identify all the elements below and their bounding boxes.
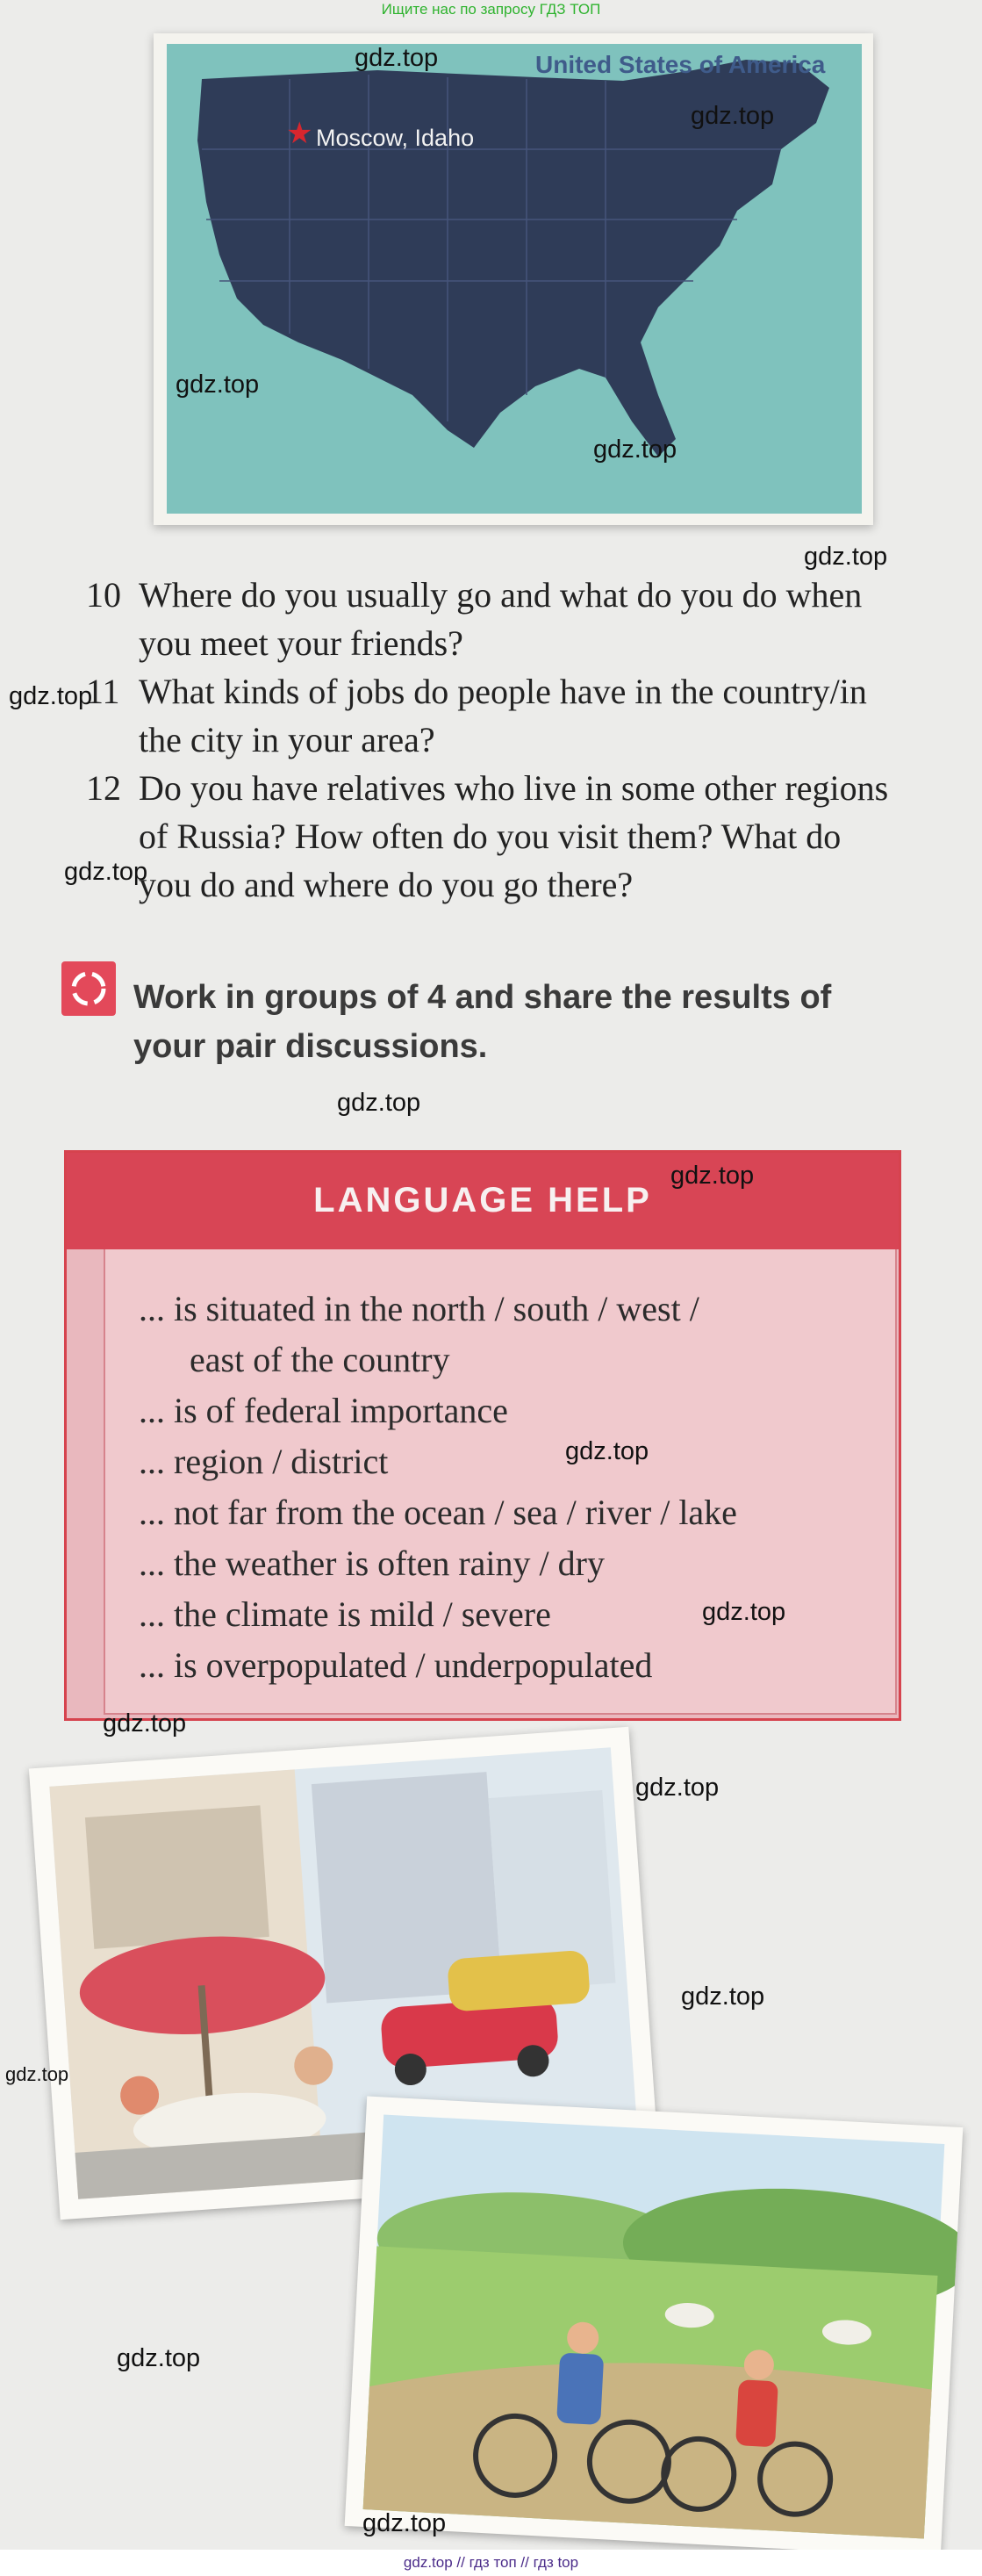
star-icon: ★ xyxy=(286,118,313,150)
question-text: Do you have relatives who live in some other regions of Russia? How often do you visit them? What do you do and where do you go there? xyxy=(139,768,889,904)
watermark: gdz.top xyxy=(691,102,775,130)
watermark: gdz.top xyxy=(565,1437,649,1465)
bottom-banner[interactable]: gdz.top // гдз топ // гдз top xyxy=(0,2550,982,2576)
task-instruction: Work in groups of 4 and share the results of your pair discussions. xyxy=(133,979,832,1065)
language-help-item: east of the country xyxy=(190,1340,450,1379)
question-11 xyxy=(86,667,895,764)
top-banner[interactable]: Ищите нас по запросу ГДЗ ТОП xyxy=(381,1,601,18)
watermark: gdz.top xyxy=(117,2344,201,2372)
question-10 xyxy=(86,571,895,667)
language-help-item: ... not far from the ocean / sea / river / lake xyxy=(139,1493,737,1532)
question-text: What kinds of jobs do people have in the country/in the city in your area? xyxy=(139,672,867,759)
language-help-item: ... is overpopulated / underpopulated xyxy=(139,1645,653,1685)
watermark: gdz.top xyxy=(176,371,260,399)
language-help-item: ... the climate is mild / severe xyxy=(139,1594,551,1634)
language-help-item: ... region / district xyxy=(139,1442,389,1481)
question-number: 12 xyxy=(86,768,121,808)
watermark: gdz.top xyxy=(355,44,439,72)
language-help-item: ... the weather is often rainy / dry xyxy=(139,1543,605,1583)
question-number: 11 xyxy=(86,672,120,711)
watermark: gdz.top xyxy=(593,435,677,464)
watermark: gdz.top xyxy=(362,2509,447,2537)
watermark: gdz.top xyxy=(5,2063,69,2085)
map-title: United States of America xyxy=(535,51,826,78)
watermark: gdz.top xyxy=(635,1774,720,1802)
watermark: gdz.top xyxy=(702,1598,786,1626)
watermark: gdz.top xyxy=(103,1709,187,1738)
watermark: gdz.top xyxy=(804,543,888,571)
countryside-cycling-illustration xyxy=(345,2097,964,2558)
language-help-item: ... is situated in the north / south / west / xyxy=(139,1289,699,1328)
watermark: gdz.top xyxy=(670,1162,755,1190)
language-help-title: LANGUAGE HELP xyxy=(313,1181,652,1220)
watermark: gdz.top xyxy=(681,1982,765,2011)
watermark: gdz.top xyxy=(9,682,93,710)
question-number: 10 xyxy=(86,575,121,615)
group-work-icon xyxy=(61,961,116,1016)
map-city-label: Moscow, Idaho xyxy=(316,125,475,151)
language-help-item: ... is of federal importance xyxy=(139,1391,508,1430)
question-text: Where do you usually go and what do you do when you meet your friends? xyxy=(139,575,863,663)
watermark: gdz.top xyxy=(337,1089,421,1117)
watermark: gdz.top xyxy=(64,858,148,886)
